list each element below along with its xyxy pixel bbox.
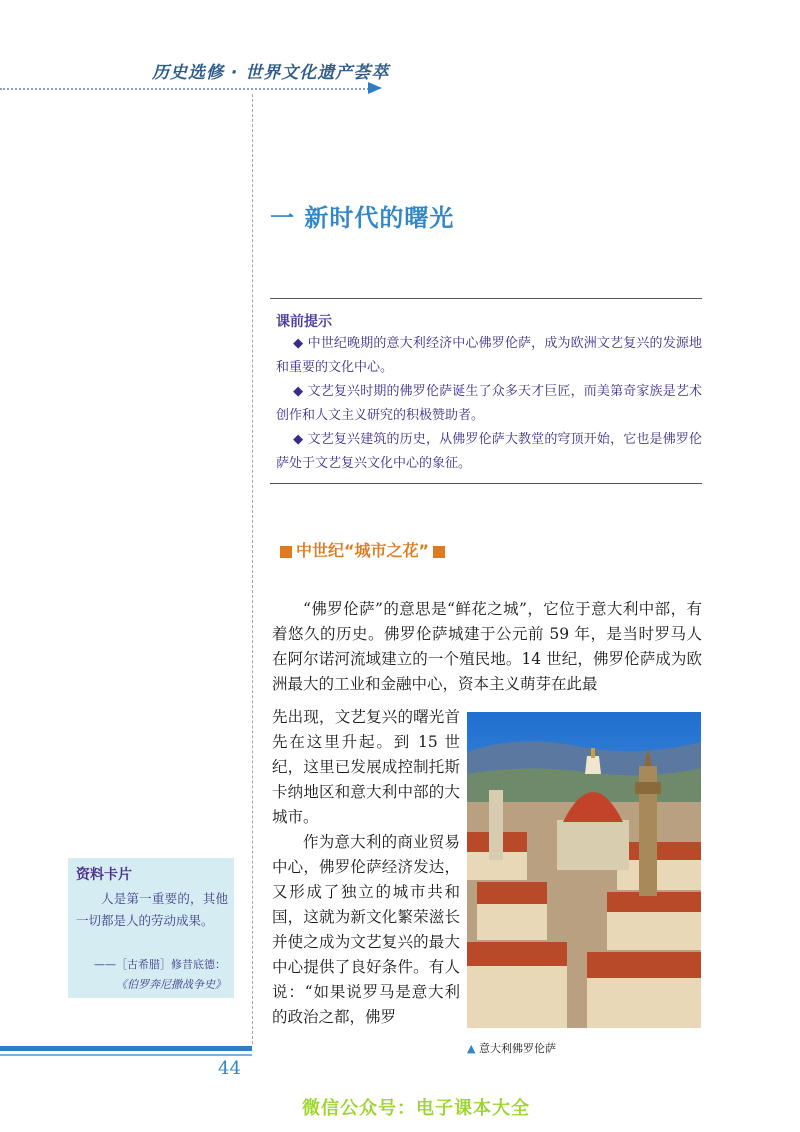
- photo-caption-text: 意大利佛罗伦萨: [478, 1042, 556, 1055]
- subsection-title: 中世纪“城市之花”: [296, 541, 430, 560]
- hint-item-text: 中世纪晚期的意大利经济中心佛罗伦萨，成为欧洲文艺复兴的发源地和重要的文化中心。: [276, 336, 702, 375]
- page-number: 44: [218, 1058, 241, 1079]
- footer-blue-bar: [0, 1046, 252, 1051]
- header-dotted-rule: [0, 88, 372, 90]
- hint-item-text: 文艺复兴时期的佛罗伦萨诞生了众多天才巨匠，而美第奇家族是艺术创作和人文主义研究的积极赞助者。: [276, 384, 702, 423]
- florence-photo: [467, 712, 701, 1028]
- section-title: 一 新时代的曙光: [270, 204, 455, 232]
- diamond-bullet-icon: ◆: [293, 336, 304, 351]
- hint-title: 课前提示: [276, 314, 332, 330]
- info-card: [68, 858, 234, 998]
- hint-item: [276, 332, 702, 380]
- info-card-title: 资料卡片: [76, 867, 132, 883]
- hint-item: [276, 380, 702, 428]
- triangle-marker-icon: ▲: [467, 1042, 476, 1055]
- photo-caption: [467, 1040, 556, 1056]
- hint-item-text: 文艺复兴建筑的历史，从佛罗伦萨大教堂的穹顶开始，它也是佛罗伦萨处于文艺复兴文化中心的象征。: [276, 432, 702, 471]
- hint-item: [276, 428, 702, 476]
- footer-light-bar: [0, 1054, 252, 1056]
- book-header-title: 历史选修 · 世界文化遗产荟萃: [152, 63, 390, 83]
- subsection-heading: [276, 538, 449, 561]
- info-card-quote: 人是第一重要的，其他一切都是人的劳动成果。: [76, 891, 228, 928]
- body-paragraph-continued: 先出现，文艺复兴的曙光首先在这里升起。到 15 世纪，这里已发展成控制托斯卡纳地区和意大利中部的大城市。: [272, 708, 460, 826]
- info-card-author: ——［古希腊］修昔底德：: [94, 958, 226, 971]
- body-paragraph: 作为意大利的商业贸易中心，佛罗伦萨经济发达，又形成了独立的城市共和国，这就为新文化繁荣滋长并使之成为文艺复兴的最大中心提供了良好条件。有人说：“如果说罗马是意大利的政治之都，佛罗: [272, 833, 460, 1026]
- diamond-bullet-icon: ◆: [293, 432, 304, 447]
- column-divider: [252, 94, 253, 1044]
- header-arrow-icon: [368, 82, 382, 94]
- square-marker-icon: [280, 546, 292, 558]
- diamond-bullet-icon: ◆: [293, 384, 304, 399]
- footer-watermark: 微信公众号：电子课本大全: [302, 1098, 530, 1119]
- body-paragraph: “佛罗伦萨”的意思是“鲜花之城”，它位于意大利中部，有着悠久的历史。佛罗伦萨城建于公元前 59 年，是当时罗马人在阿尔诺河流域建立的一个殖民地。14 世纪，佛罗伦萨成为欧洲最大的工业和金融中心，资本主义萌芽在此最: [272, 600, 702, 693]
- square-marker-icon: [433, 546, 445, 558]
- info-card-book: 《伯罗奔尼撒战争史》: [116, 978, 226, 991]
